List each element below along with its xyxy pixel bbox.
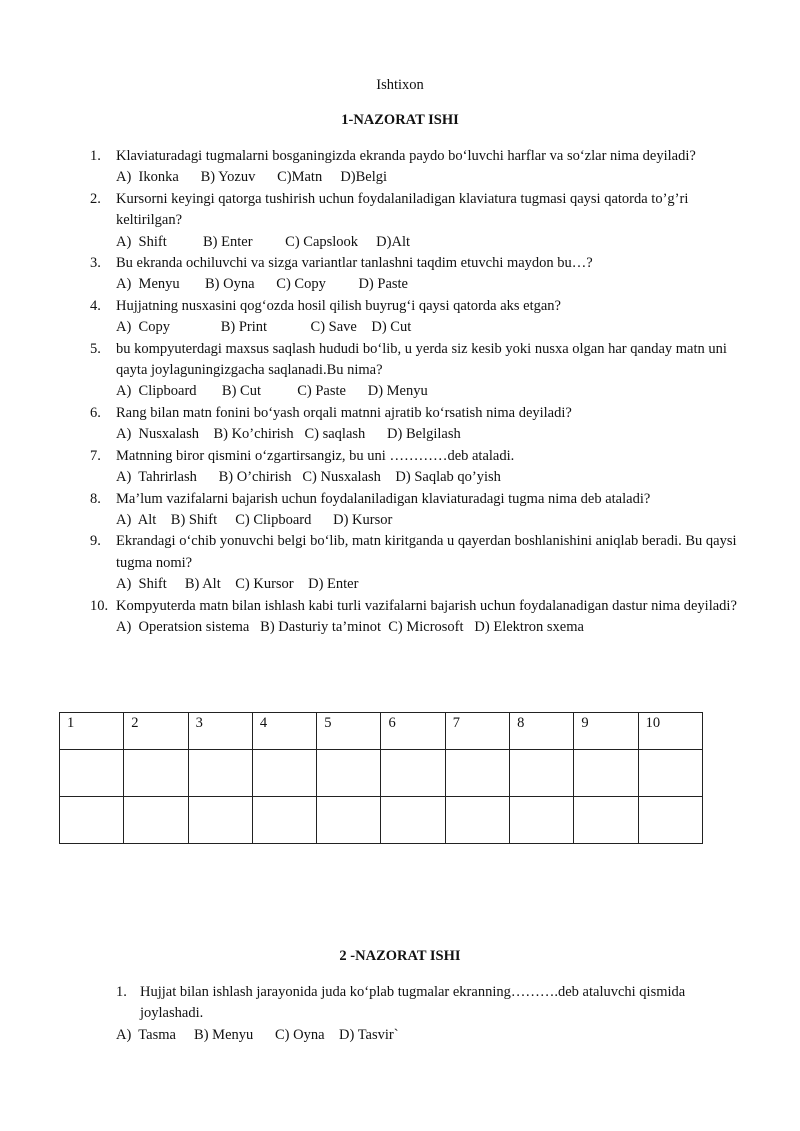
grid-answer-cell[interactable] bbox=[381, 750, 445, 797]
grid-answer-cell[interactable] bbox=[60, 750, 124, 797]
answer-grid-row bbox=[60, 797, 703, 844]
question-number: 4. bbox=[90, 297, 101, 314]
question-item bbox=[116, 982, 736, 1046]
question-number: 7. bbox=[90, 447, 101, 464]
grid-answer-cell[interactable] bbox=[124, 797, 188, 844]
grid-answer-cell[interactable] bbox=[252, 750, 316, 797]
test2-title: 2 -NAZORAT ISHI bbox=[339, 948, 461, 964]
question-text: Bu ekranda ochiluvchi va sizga variantlar tanlashni taqdim etuvchi maydon bu…? bbox=[116, 255, 593, 272]
grid-header-cell: 9 bbox=[574, 713, 638, 750]
grid-header-cell: 10 bbox=[638, 713, 702, 750]
grid-header-cell: 5 bbox=[317, 713, 381, 750]
question-text: Klaviaturadagi tugmalarni bosganingizda ekranda paydo bo‘luvchi harflar va so‘zlar nima deyiladi? bbox=[116, 148, 696, 164]
question-number: 8. bbox=[90, 490, 101, 507]
grid-header-cell: 1 bbox=[60, 713, 124, 750]
test1-title: 1-NAZORAT ISHI bbox=[341, 112, 459, 128]
question-item bbox=[90, 403, 750, 446]
grid-answer-cell[interactable] bbox=[574, 750, 638, 797]
grid-header-cell: 7 bbox=[445, 713, 509, 750]
question-text: Matnning biror qismini o‘zgartirsangiz, bu uni …………deb ataladi. bbox=[116, 447, 515, 464]
question-number: 10. bbox=[90, 597, 109, 614]
question-number: 3. bbox=[90, 255, 101, 272]
grid-answer-cell[interactable] bbox=[638, 750, 702, 797]
question-text: Hujjatning nusxasini qog‘ozda hosil qilish buyrug‘i qaysi qatorda aks etgan? bbox=[116, 297, 561, 314]
grid-answer-cell[interactable] bbox=[124, 750, 188, 797]
answer-options: A) Shift B) Enter C) Capslook D)Alt bbox=[116, 233, 411, 250]
grid-answer-cell[interactable] bbox=[445, 750, 509, 797]
test2-question-list bbox=[116, 982, 736, 1046]
grid-header-cell: 4 bbox=[252, 713, 316, 750]
grid-answer-cell[interactable] bbox=[445, 797, 509, 844]
question-text: Ekrandagi o‘chib yonuvchi belgi bo‘lib, matn kiritganda u qayerdan boshlanishini aniqlab beradi. Bu qaysi tugma nomi? bbox=[116, 533, 737, 571]
grid-answer-cell[interactable] bbox=[510, 750, 574, 797]
question-text: Hujjat bilan ishlash jarayonida juda ko‘plab tugmalar ekranning……….deb ataluvchi qismida joylashadi. bbox=[140, 984, 686, 1022]
question-item bbox=[90, 446, 750, 489]
grid-header-cell: 8 bbox=[510, 713, 574, 750]
question-number: 6. bbox=[90, 404, 101, 421]
answer-options: A) Clipboard B) Cut C) Paste D) Menyu bbox=[116, 383, 428, 400]
question-item bbox=[90, 296, 750, 339]
question-item bbox=[90, 531, 750, 595]
question-text: Rang bilan matn fonini bo‘yash orqali matnni ajratib ko‘rsatish nima deyiladi? bbox=[116, 404, 572, 421]
grid-answer-cell[interactable] bbox=[510, 797, 574, 844]
grid-header-cell: 6 bbox=[381, 713, 445, 750]
question-text: Ma’lum vazifalarni bajarish uchun foydalaniladigan klaviaturadagi tugma nima deb ataladi? bbox=[116, 490, 651, 507]
answer-options: A) Alt B) Shift C) Clipboard D) Kursor bbox=[116, 511, 393, 528]
question-item bbox=[90, 253, 750, 296]
answer-options: A) Copy B) Print C) Save D) Cut bbox=[116, 319, 412, 336]
answer-grid-row bbox=[60, 750, 703, 797]
grid-answer-cell[interactable] bbox=[188, 750, 252, 797]
grid-answer-cell[interactable] bbox=[317, 797, 381, 844]
question-number: 5. bbox=[90, 340, 101, 357]
grid-answer-cell[interactable] bbox=[252, 797, 316, 844]
question-text: bu kompyuterdagi maxsus saqlash hududi bo‘lib, u yerda siz kesib yoki nusxa olgan har qanday matn uni qayta joylaguningizgacha saqlanadi.Bu nima? bbox=[116, 340, 727, 379]
grid-header-cell: 3 bbox=[188, 713, 252, 750]
answer-options: A) Operatsion sistema B) Dasturiy ta’minot C) Microsoft D) Elektron sxema bbox=[116, 618, 584, 635]
answer-grid-header-row bbox=[60, 713, 703, 750]
grid-answer-cell[interactable] bbox=[188, 797, 252, 844]
question-text: Kompyuterda matn bilan ishlash kabi turli vazifalarni bajarish uchun foydalanadigan dastur nima deyiladi? bbox=[116, 597, 737, 614]
question-item bbox=[90, 596, 750, 639]
grid-answer-cell[interactable] bbox=[638, 797, 702, 844]
answer-options: A) Shift B) Alt C) Kursor D) Enter bbox=[116, 576, 359, 593]
answer-grid bbox=[59, 712, 703, 844]
question-item bbox=[90, 339, 750, 403]
test1-question-list bbox=[90, 146, 750, 638]
answer-options: A) Nusxalash B) Ko’chirish C) saqlash D) Belgilash bbox=[116, 426, 461, 443]
grid-answer-cell[interactable] bbox=[317, 750, 381, 797]
grid-answer-cell[interactable] bbox=[574, 797, 638, 844]
answer-options: A) Tahrirlash B) O’chirish C) Nusxalash D) Saqlab qo’yish bbox=[116, 469, 501, 486]
school-name: Ishtixon bbox=[376, 77, 424, 93]
question-number: 2. bbox=[90, 190, 101, 207]
grid-header-cell: 2 bbox=[124, 713, 188, 750]
grid-answer-cell[interactable] bbox=[60, 797, 124, 844]
question-item bbox=[90, 189, 750, 253]
answer-options: A) Ikonka B) Yozuv C)Matn D)Belgi bbox=[116, 169, 388, 186]
question-text: Kursorni keyingi qatorga tushirish uchun foydalaniladigan klaviatura tugmasi qaysi qatorda to’g’ri keltirilgan? bbox=[116, 190, 689, 229]
question-number: 9. bbox=[90, 533, 101, 550]
question-item bbox=[90, 489, 750, 532]
answer-options: A) Tasma B) Menyu C) Oyna D) Tasvir` bbox=[116, 1026, 399, 1043]
grid-answer-cell[interactable] bbox=[381, 797, 445, 844]
question-number: 1. bbox=[90, 148, 101, 164]
answer-options: A) Menyu B) Oyna C) Copy D) Paste bbox=[116, 276, 408, 293]
question-item bbox=[90, 146, 750, 189]
question-number: 1. bbox=[116, 984, 127, 1000]
